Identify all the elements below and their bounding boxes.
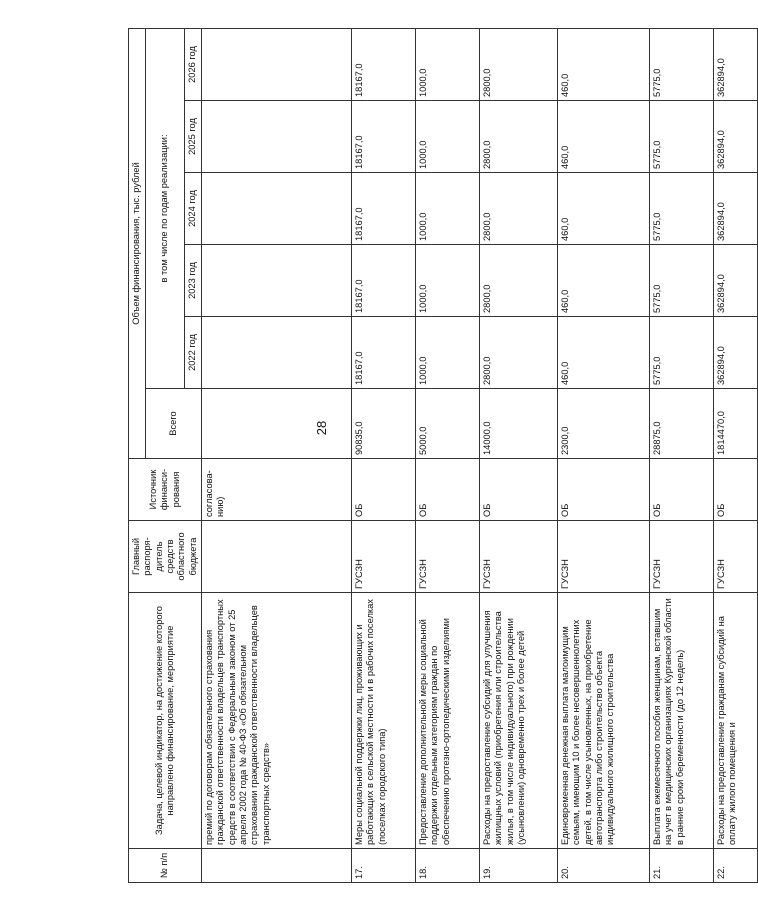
header-source: Источник финанси-рования	[129, 459, 202, 521]
cell-2026: 1000,0	[415, 28, 479, 100]
cell-no: 17.	[351, 849, 415, 883]
cell-task: Единовременная денежная выплата малоимущим семьям, имеющим 10 и более несовершеннолетних детей, в том числе усыновленных, на приобретение автотранспорта либо строительство объекта индивидуального жилищного строительства	[557, 593, 649, 849]
cell-total: 1814470,0	[713, 389, 757, 459]
cell-total: 5000,0	[415, 389, 479, 459]
cell-source: ОБ	[713, 459, 757, 521]
header-admin: Главный распоря-дитель средств областного бюджета	[129, 521, 202, 593]
cell-2022	[201, 317, 351, 389]
cell-2023: 5775,0	[649, 245, 713, 317]
header-by-years: в том числе по годам реализации:	[146, 28, 185, 388]
cell-2026: 362894,0	[713, 28, 757, 100]
cell-2022: 362894,0	[713, 317, 757, 389]
cell-2022: 18167,0	[351, 317, 415, 389]
cell-admin: ГУСЗН	[351, 521, 415, 593]
header-total: Всего	[146, 389, 202, 459]
cell-total: 90835,0	[351, 389, 415, 459]
cell-2023: 362894,0	[713, 245, 757, 317]
page-number: 28	[314, 420, 329, 436]
financing-table	[128, 28, 758, 883]
header-year: 2026 год	[184, 28, 201, 100]
cell-no: 22.	[713, 849, 757, 883]
cell-source: ОБ	[557, 459, 649, 521]
cell-task: Расходы на предоставление гражданам субсидий на оплату жилого помещения и	[713, 593, 757, 849]
cell-2025: 18167,0	[351, 101, 415, 173]
cell-2024: 1000,0	[415, 173, 479, 245]
cell-2026	[201, 28, 351, 100]
cell-2022: 460,0	[557, 317, 649, 389]
cell-2023	[201, 245, 351, 317]
cell-2024: 362894,0	[713, 173, 757, 245]
table-row	[479, 28, 557, 882]
cell-2026: 18167,0	[351, 28, 415, 100]
cell-2025: 5775,0	[649, 101, 713, 173]
cell-total: 2300,0	[557, 389, 649, 459]
cell-admin: ГУСЗН	[479, 521, 557, 593]
cell-source: ОБ	[479, 459, 557, 521]
header-task: Задача, целевой индикатор, на достижение которого направлено финансирование, мероприятие	[129, 593, 202, 849]
cell-2026: 5775,0	[649, 28, 713, 100]
cell-2024	[201, 173, 351, 245]
cell-2023: 2800,0	[479, 245, 557, 317]
cell-no: 18.	[415, 849, 479, 883]
header-year: 2025 год	[184, 101, 201, 173]
cell-total: 14000,0	[479, 389, 557, 459]
cell-source: ОБ	[351, 459, 415, 521]
cell-2024: 2800,0	[479, 173, 557, 245]
cell-2025: 1000,0	[415, 101, 479, 173]
cell-2026: 460,0	[557, 28, 649, 100]
cell-task: Расходы на предоставление субсидий для улучшения жилищных условий (приобретения или строительства жилья, в том числе индивидуального) при рождении (усыновлении) одновременно трех и более детей	[479, 593, 557, 849]
cell-admin	[201, 521, 351, 593]
cell-no	[201, 849, 351, 883]
table-row	[713, 28, 757, 882]
cell-2025: 460,0	[557, 101, 649, 173]
table-row	[415, 28, 479, 882]
cell-no: 19.	[479, 849, 557, 883]
cell-admin: ГУСЗН	[713, 521, 757, 593]
header-volume: Объем финансирования, тыс. рублей	[129, 28, 146, 458]
cell-2025: 362894,0	[713, 101, 757, 173]
cell-2025: 2800,0	[479, 101, 557, 173]
cell-task: премий по договорам обязательного страхования гражданской ответственности владельцев транспортных средств в соответствии с Федеральным законом от 25 апреля 2002 года № 40-ФЗ «Об обязательном страховании гражданской ответственности владельцев транспортных средств»	[201, 593, 351, 849]
cell-no: 20.	[557, 849, 649, 883]
header-no: № п/п	[129, 849, 202, 883]
cell-2024: 460,0	[557, 173, 649, 245]
cell-task: Меры социальной поддержки лиц, проживающих и работающих в сельской местности и в рабочих поселках (поселках городского типа)	[351, 593, 415, 849]
cell-source: ОБ	[649, 459, 713, 521]
cell-2023: 460,0	[557, 245, 649, 317]
cell-source: согласова-нию)	[201, 459, 351, 521]
cell-2022: 2800,0	[479, 317, 557, 389]
rotated-table-container	[128, 29, 738, 883]
cell-2022: 1000,0	[415, 317, 479, 389]
cell-no: 21.	[649, 849, 713, 883]
cell-2026: 2800,0	[479, 28, 557, 100]
cell-2025	[201, 101, 351, 173]
cell-task: Предоставление дополнительной меры социальной поддержки отдельным категориям граждан по обеспечению протезно-ортопедическими изделиями	[415, 593, 479, 849]
cell-2024: 18167,0	[351, 173, 415, 245]
header-year: 2024 год	[184, 173, 201, 245]
cell-admin: ГУСЗН	[415, 521, 479, 593]
cell-admin: ГУСЗН	[649, 521, 713, 593]
cell-2023: 18167,0	[351, 245, 415, 317]
cell-total: 28875,0	[649, 389, 713, 459]
cell-source: ОБ	[415, 459, 479, 521]
cell-admin: ГУСЗН	[557, 521, 649, 593]
cell-2022: 5775,0	[649, 317, 713, 389]
cell-task: Выплата ежемесячного пособия женщинам, вставшим на учет в медицинских организациях Курганской области в ранние сроки беременности (до 12 недель)	[649, 593, 713, 849]
table-row	[201, 28, 351, 882]
table-row	[557, 28, 649, 882]
table-row	[351, 28, 415, 882]
cell-total	[201, 389, 351, 459]
cell-2023: 1000,0	[415, 245, 479, 317]
header-year: 2023 год	[184, 245, 201, 317]
table-row	[649, 28, 713, 882]
cell-2024: 5775,0	[649, 173, 713, 245]
header-year: 2022 год	[184, 317, 201, 389]
